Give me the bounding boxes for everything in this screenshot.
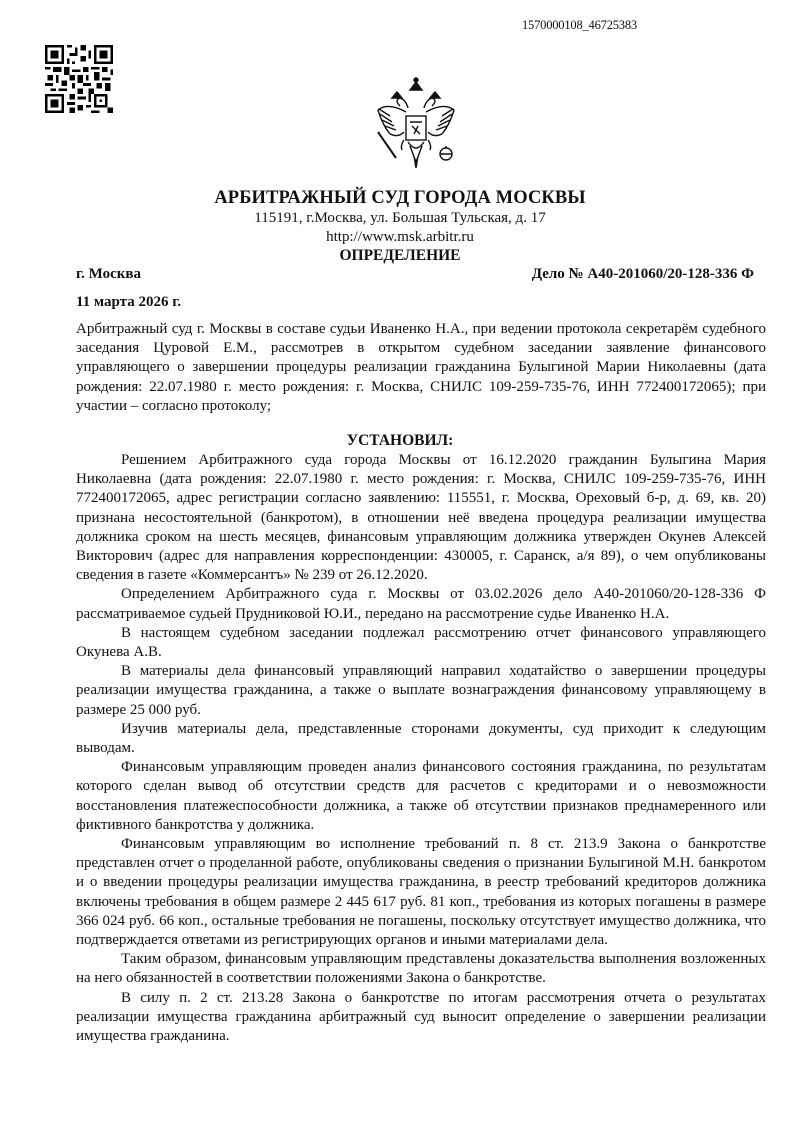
city: г. Москва bbox=[76, 266, 141, 282]
qr-code-icon bbox=[45, 45, 113, 113]
paragraph: Решением Арбитражного суда города Москвы от 16.12.2020 гражданин Булыгина Мария Николаевна (дата рождения: 22.07.1980 г. место рождения: г. Москва, СНИЛС 109-259-735-76, ИНН 772400172065, адрес регистрации согласно заявлению: 115551, г. Москва, Ореховый б-р, д. 69, кв. 20) признана несостоятельной (банкротом), в отношении неё введена процедура реализации имущества должника сроком на шесть месяцев, финансовым управляющим должника утвержден Окунев Алексей Викторович (адрес для направления корреспонденции: 430005, г. Саранск, а/я 89), о чем опубликованы сведения в газете «Коммерсантъ» № 239 от 26.12.2020. bbox=[76, 452, 766, 584]
document-id: 1570000108_46725383 bbox=[522, 18, 637, 32]
document-date: 11 марта 2026 г. bbox=[76, 294, 182, 310]
paragraph: Определением Арбитражного суда г. Москвы от 03.02.2026 дело А40-201060/20-128-336 Ф рассматриваемое судьей Прудниковой Ю.И., передано на рассмотрение судье Иваненко Н.А. bbox=[76, 586, 766, 622]
established-section bbox=[76, 451, 766, 1046]
court-address: 115191, г.Москва, ул. Большая Тульская, д. 17 bbox=[254, 210, 546, 226]
intro-paragraph-block bbox=[76, 320, 766, 416]
paragraph: Изучив материалы дела, представленные сторонами документы, суд приходит к следующим выводам. bbox=[76, 720, 766, 757]
section-heading: УСТАНОВИЛ: bbox=[346, 432, 454, 449]
paragraph: В материалы дела финансовый управляющий направил ходатайство о завершении процедуры реализации имущества гражданина, а также о выплате вознаграждения финансовому управляющему в размере 25 000 руб. bbox=[76, 663, 766, 718]
intro-paragraph: Арбитражный суд г. Москвы в составе судьи Иваненко Н.А., при ведении протокола секретарём судебного заседания Цуровой Е.М., рассмотрев в открытом судебном заседании заявление финансового управляющего о завершении процедуры реализации гражданина Булыгиной Марии Николаевны (дата рождения: 22.07.1980 г. место рождения: г. Москва, СНИЛС 109-259-735-76, ИНН 772400172065); при участии – согласно протоколу; bbox=[76, 321, 766, 414]
paragraph: Финансовым управляющим проведен анализ финансового состояния гражданина, по результатам которого сделан вывод об отсутствии средств для расчетов с кредиторами и о невозможности восстановления платежеспособности должника, а также об отсутствии признаков преднамеренного или фиктивного банкротства у должника. bbox=[76, 759, 766, 833]
paragraph: Финансовым управляющим во исполнение требований п. 8 ст. 213.9 Закона о банкротстве представлен отчет о проделанной работе, опубликованы сведения о признании Булыгиной М.Н. банкротом и о введении процедуры реализации имущества гражданина, в реестр требований кредиторов должника включены требования в общем размере 2 445 617 руб. 81 коп., требования из которых погашены в размере 366 024 руб. 66 коп., остальные требования не погашены, поскольку отсутствует имущество должника, что подтверждается ответами из регистрирующих органов и иными материалами дела. bbox=[76, 836, 766, 949]
paragraph: В силу п. 2 ст. 213.28 Закона о банкротстве по итогам рассмотрения отчета о результатах реализации имущества гражданина арбитражный суд выносит определение о завершении реализации имущества гражданина. bbox=[76, 989, 766, 1045]
court-name: АРБИТРАЖНЫЙ СУД ГОРОДА МОСКВЫ bbox=[214, 188, 586, 208]
paragraph: В настоящем судебном заседании подлежал рассмотрению отчет финансового управляющего Окунева А.В. bbox=[76, 624, 766, 661]
document-type: ОПРЕДЕЛЕНИЕ bbox=[339, 247, 461, 264]
paragraph: Таким образом, финансовым управляющим представлены доказательства выполнения возложенных на него обязанностей в соответствии положениями Закона о банкротстве. bbox=[76, 951, 766, 987]
coat-of-arms-icon bbox=[370, 76, 462, 174]
court-website-link[interactable]: http://www.msk.arbitr.ru bbox=[326, 229, 474, 245]
case-number: Дело № А40-201060/20-128-336 Ф bbox=[531, 266, 754, 282]
